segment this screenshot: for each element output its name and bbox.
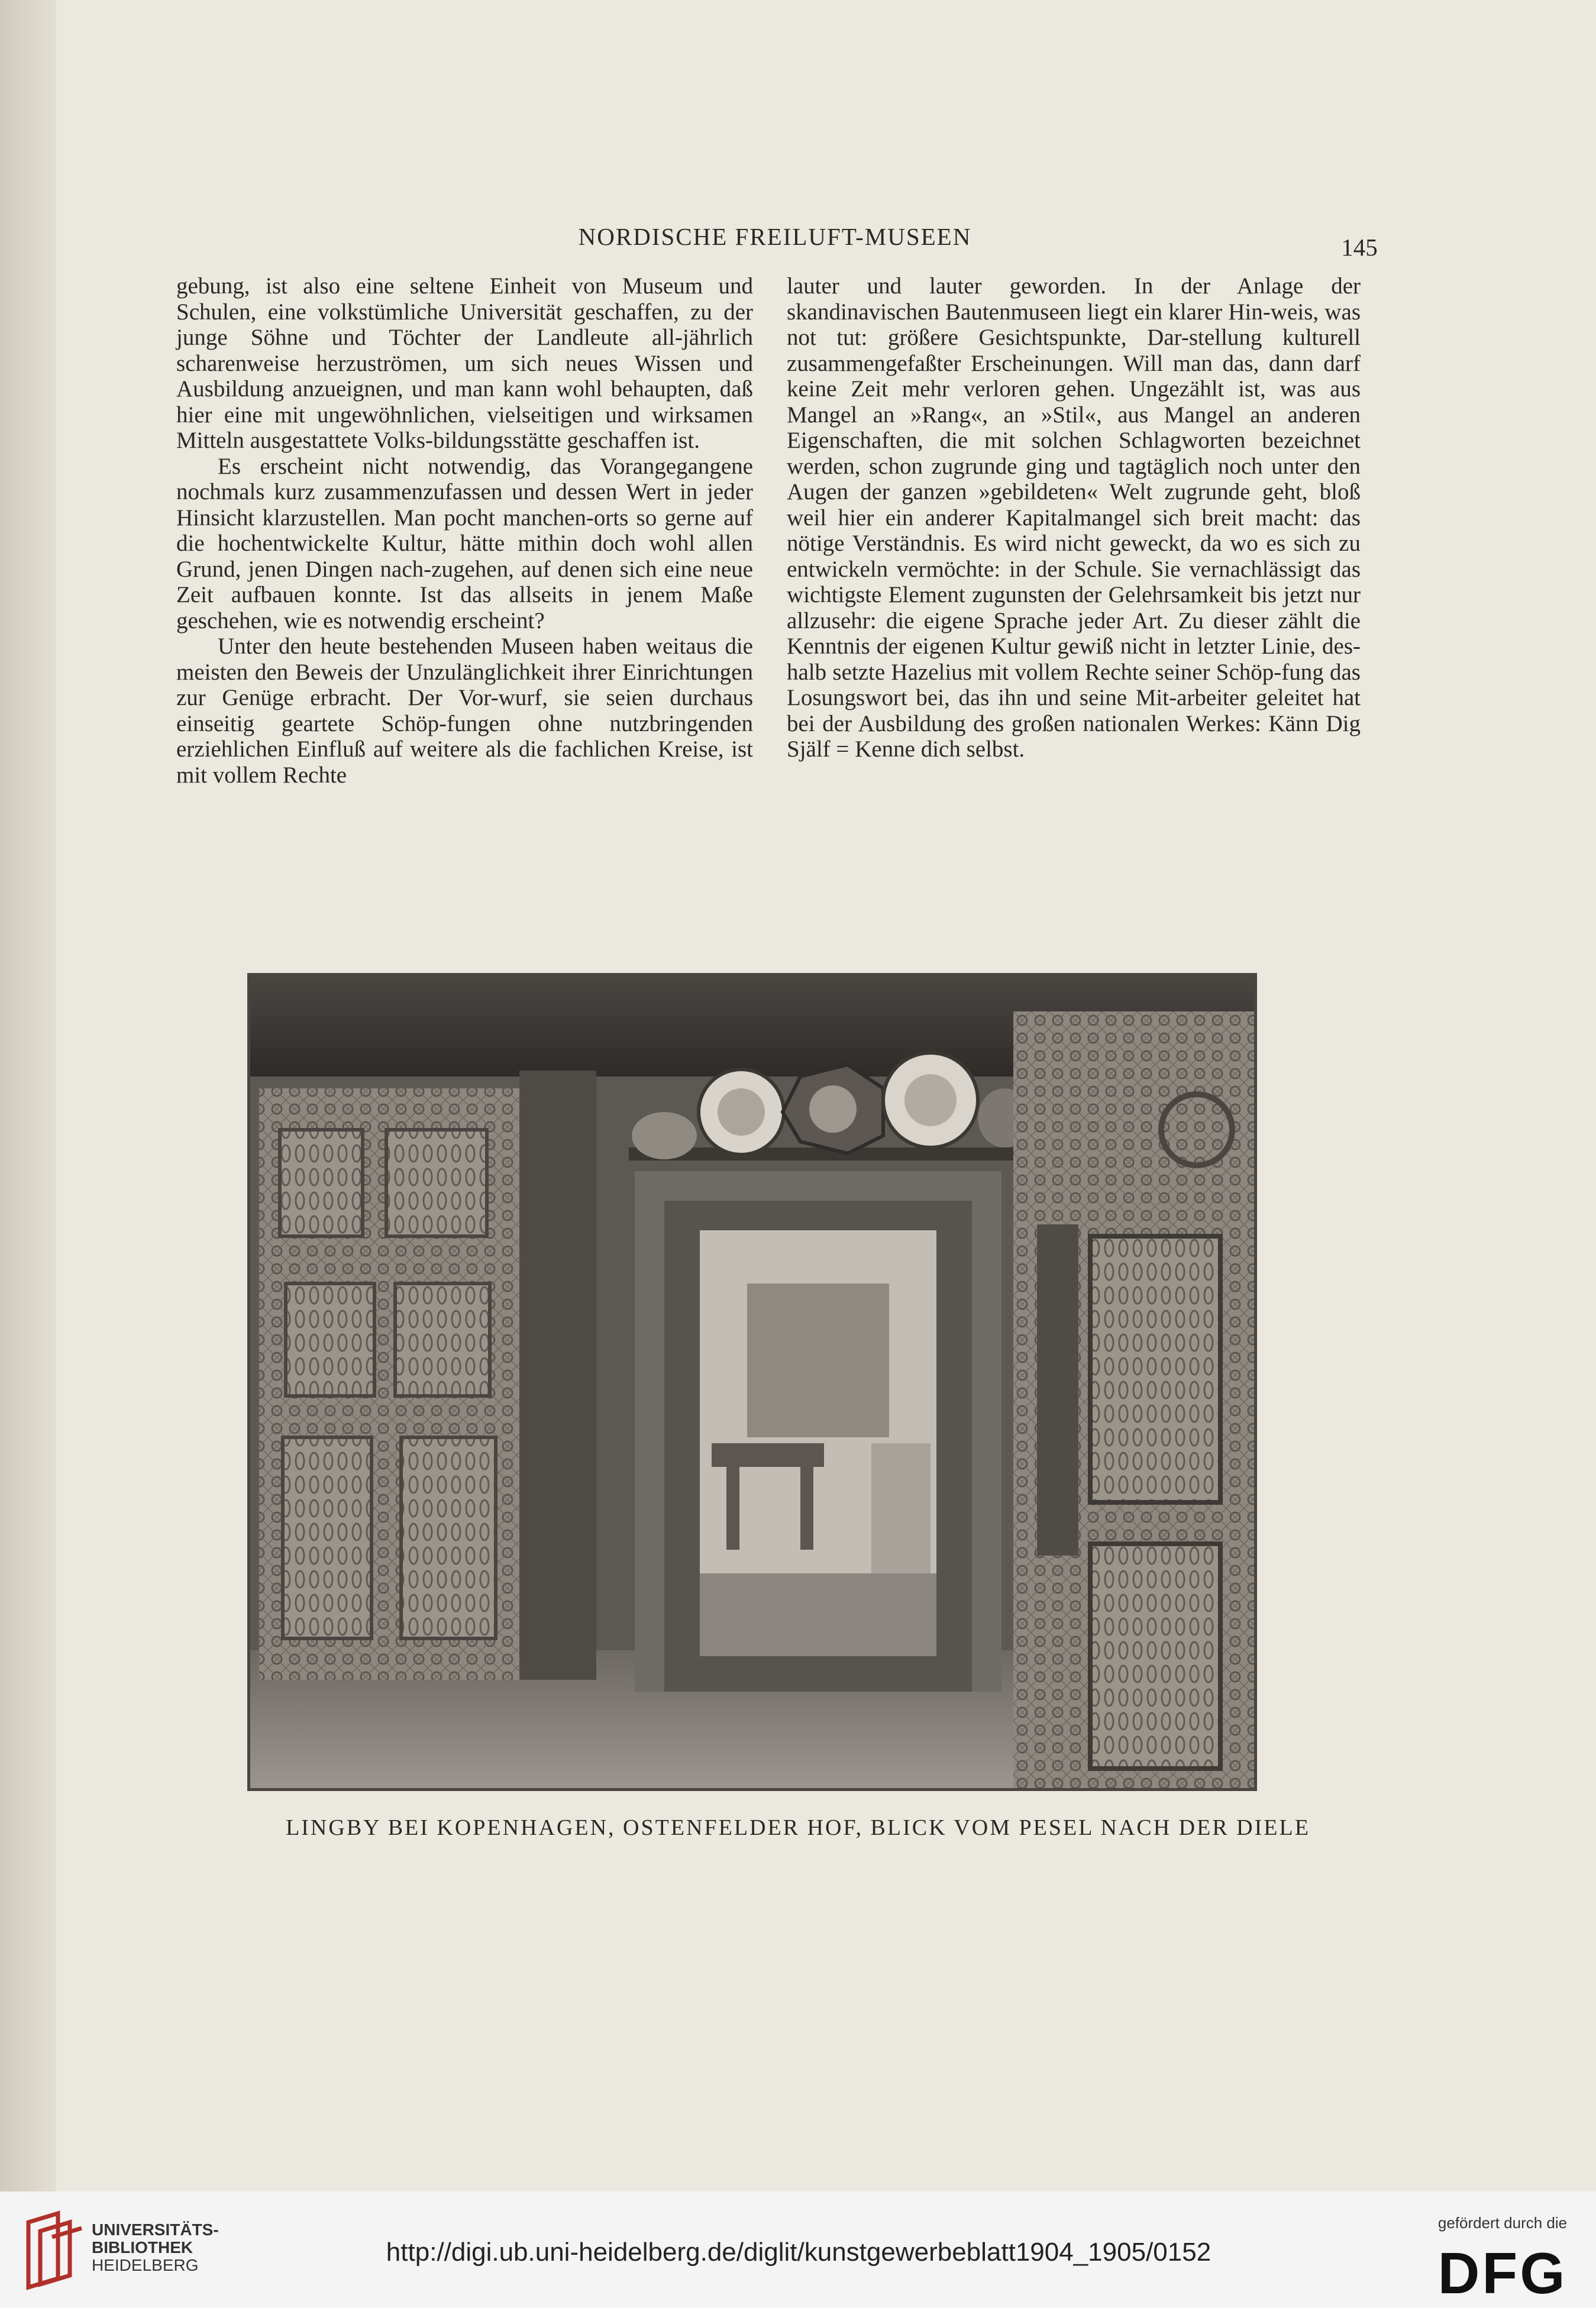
left-column [176, 273, 753, 788]
scan-edge [0, 0, 56, 2191]
doorway [635, 1171, 1001, 1692]
running-header: NORDISCHE FREILUFT-MUSEEN [578, 223, 972, 250]
right-column [787, 273, 1361, 762]
paragraph: gebung, ist also eine seltene Einheit von Museum und Schulen, eine volkstümliche Universität geschaffen, zu der junge Söhne und Töchter der Landleute all-jährlich scharenweise herzuströmen, um sich neues Wissen und Ausbildung anzueignen, und man kann wohl behaupten, daß hier eine mit ungewöhnlichen, vielseitigen und wirksamen Mitteln ausgestattete Volks-bildungsstätte geschaffen ist. [176, 273, 753, 453]
interior-photograph [247, 973, 1257, 1791]
paragraph: Unter den heute bestehenden Museen haben weitaus die meisten den Beweis der Unzulänglichkeit ihrer Einrichtungen zur Genüge erbracht. Der Vor-wurf, sie seien durchaus einseitig geartete Schöp-fungen ohne nutzbringenden erziehlichen Einfluß auf weitere als die fachlichen Kreise, ist mit vollem Rechte [176, 633, 753, 788]
figure-caption: LINGBY BEI KOPENHAGEN, OSTENFELDER HOF, BLICK VOM PESEL NACH DER DIELE [286, 1815, 1310, 1840]
institution-name: UNIVERSITÄTS- BIBLIOTHEK HEIDELBERG [92, 2220, 219, 2274]
paragraph: lauter und lauter geworden. In der Anlage der skandinavischen Bautenmuseen liegt ein klarer Hin-weis, was not tut: größere Gesichtspunkte, Dar-stellung kulturell zusammengefaßter Erscheinungen. Will man das, dann darf keine Zeit mehr verloren gehen. Ungezählt ist, was aus Mangel an »Rang«, an »Stil«, aus Mangel an anderen Eigenschaften, die mit solchen Schlagworten bezeichnet werden, schon zugrunde ging und tagtäglich noch unter den Augen der ganzen »gebildeten« Welt zugrunde geht, bloß weil hier ein anderer Kapitalmangel sich breit macht: das nötige Verständnis. Es wird nicht geweckt, da wo es sich zu entwickeln vermöchte: in der Schule. Sie vernachlässigt das wichtigste Element zugunsten der Gelehrsamkeit bis jetzt nur allzusehr: die eigene Sprache jeder Art. Zu dieser zählt die Kenntnis der eigenen Kultur gewiß nicht in letzter Linie, des-halb setzte Hazelius mit vollem Rechte seiner Schöp-fung das Losungswort bei, das ihn und seine Mit-arbeiter geleitet hat bei der Ausbildung des großen nationalen Werkes: Känn Dig Själf = Kenne dich selbst. [787, 273, 1361, 762]
digitization-footer [0, 2191, 1596, 2308]
university-library-logo-icon [22, 2210, 88, 2290]
permalink[interactable]: http://digi.ub.uni-heidelberg.de/diglit/kunstgewerbeblatt1904_1905/0152 [386, 2238, 1211, 2267]
carved-panel-wall [1013, 1011, 1254, 1788]
photo-illustration [250, 976, 1254, 1788]
paragraph: Es erscheint nicht notwendig, das Vorangegangene nochmals kurz zusammenzufassen und dessen Wert in jeder Hinsicht klarzustellen. Man pocht manchen-orts so gerne auf die hochentwickelte Kultur, hätte mithin doch wohl allen Grund, jenen Dingen nach-zugehen, auf denen sich eine neue Zeit aufbauen konnte. Ist das allseits in jenem Maße geschehen, wie es notwendig erscheint? [176, 453, 753, 633]
dfg-logo: DFG [1437, 2241, 1568, 2306]
funded-by-label: gefördert durch die [1437, 2214, 1568, 2232]
page-number: 145 [1341, 234, 1378, 261]
carved-cupboard [259, 1071, 596, 1680]
